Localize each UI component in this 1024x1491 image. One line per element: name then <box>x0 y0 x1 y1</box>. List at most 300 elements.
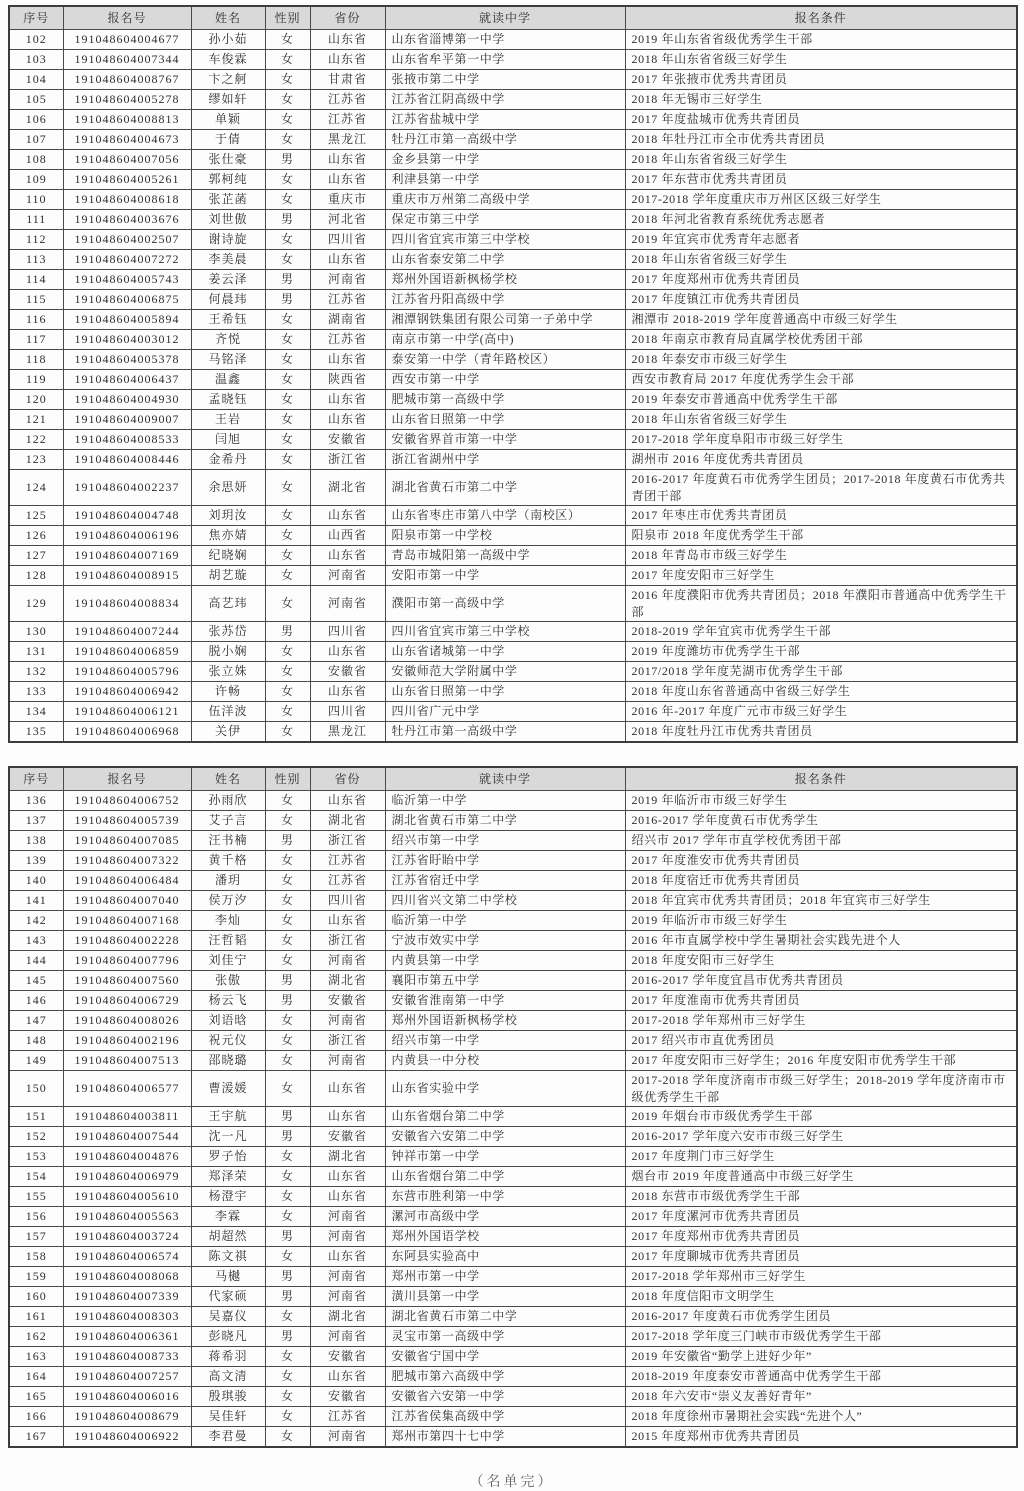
name-cell: 单颖 <box>191 110 265 130</box>
seq-cell: 108 <box>9 150 63 170</box>
regno-cell: 191048604008026 <box>63 1011 191 1031</box>
school-cell: 内黄县一中分校 <box>385 1051 625 1071</box>
province-cell: 浙江省 <box>310 931 385 951</box>
table-row <box>9 270 1017 290</box>
gender-cell: 女 <box>265 50 310 70</box>
seq-cell: 163 <box>9 1347 63 1367</box>
table-row <box>9 50 1017 70</box>
gender-cell: 女 <box>265 1347 310 1367</box>
province-cell: 山东省 <box>310 642 385 662</box>
condition-cell: 2017 年度聊城市优秀共青团员 <box>625 1247 1017 1267</box>
table-row <box>9 330 1017 350</box>
gender-cell: 女 <box>265 702 310 722</box>
regno-cell: 191048604007513 <box>63 1051 191 1071</box>
table-row <box>9 1107 1017 1127</box>
regno-cell: 191048604006875 <box>63 290 191 310</box>
school-cell: 山东省日照第一中学 <box>385 682 625 702</box>
regno-cell: 191048604002196 <box>63 1031 191 1051</box>
school-cell: 浙江省湖州中学 <box>385 450 625 470</box>
gender-cell: 女 <box>265 450 310 470</box>
table-row <box>9 1187 1017 1207</box>
province-cell: 山东省 <box>310 1247 385 1267</box>
condition-cell: 2018 年山东省省级三好学生 <box>625 50 1017 70</box>
province-cell: 湖北省 <box>310 971 385 991</box>
column-header: 性别 <box>265 6 310 30</box>
name-cell: 关伊 <box>191 722 265 743</box>
seq-cell: 131 <box>9 642 63 662</box>
school-cell: 临沂第一中学 <box>385 791 625 811</box>
condition-cell: 2019 年泰安市普通高中优秀学生干部 <box>625 390 1017 410</box>
seq-cell: 109 <box>9 170 63 190</box>
regno-cell: 191048604006979 <box>63 1167 191 1187</box>
table-row <box>9 1051 1017 1071</box>
school-cell: 山东省牟平第一中学 <box>385 50 625 70</box>
condition-cell: 2018 年泰安市市级三好学生 <box>625 350 1017 370</box>
school-cell: 郑州外国语新枫杨学校 <box>385 270 625 290</box>
seq-cell: 121 <box>9 410 63 430</box>
condition-cell: 2018 年山东省省级三好学生 <box>625 410 1017 430</box>
seq-cell: 116 <box>9 310 63 330</box>
gender-cell: 女 <box>265 811 310 831</box>
name-cell: 卞之舸 <box>191 70 265 90</box>
seq-cell: 132 <box>9 662 63 682</box>
regno-cell: 191048604004673 <box>63 130 191 150</box>
condition-cell: 2017 绍兴市市直优秀团员 <box>625 1031 1017 1051</box>
province-cell: 安徽省 <box>310 1127 385 1147</box>
condition-cell: 2018 年度牡丹江市优秀共青团员 <box>625 722 1017 743</box>
gender-cell: 女 <box>265 1187 310 1207</box>
seq-cell: 148 <box>9 1031 63 1051</box>
regno-cell: 191048604007040 <box>63 891 191 911</box>
roster-table-2 <box>8 766 1018 1448</box>
column-header: 报名号 <box>63 767 191 791</box>
gender-cell: 男 <box>265 150 310 170</box>
school-cell: 临沂第一中学 <box>385 911 625 931</box>
name-cell: 邵晓璐 <box>191 1051 265 1071</box>
seq-cell: 161 <box>9 1307 63 1327</box>
table-row <box>9 410 1017 430</box>
name-cell: 纪晓娴 <box>191 546 265 566</box>
gender-cell: 女 <box>265 871 310 891</box>
school-cell: 肥城市第六高级中学 <box>385 1367 625 1387</box>
regno-cell: 191048604006729 <box>63 991 191 1011</box>
seq-cell: 167 <box>9 1427 63 1448</box>
seq-cell: 135 <box>9 722 63 743</box>
table-row <box>9 1127 1017 1147</box>
school-cell: 肥城市第一高级中学 <box>385 390 625 410</box>
table-row <box>9 991 1017 1011</box>
regno-cell: 191048604005563 <box>63 1207 191 1227</box>
condition-cell: 2016 年市直属学校中学生暑期社会实践先进个人 <box>625 931 1017 951</box>
name-cell: 于倩 <box>191 130 265 150</box>
table-row <box>9 470 1017 506</box>
school-cell: 山东省枣庄市第八中学（南校区） <box>385 506 625 526</box>
province-cell: 河南省 <box>310 951 385 971</box>
regno-cell: 191048604006437 <box>63 370 191 390</box>
school-cell: 东营市胜利第一中学 <box>385 1187 625 1207</box>
table-row <box>9 1247 1017 1267</box>
table-row <box>9 1227 1017 1247</box>
province-cell: 山东省 <box>310 1107 385 1127</box>
seq-cell: 147 <box>9 1011 63 1031</box>
gender-cell: 女 <box>265 1247 310 1267</box>
province-cell: 安徽省 <box>310 991 385 1011</box>
province-cell: 江苏省 <box>310 90 385 110</box>
province-cell: 河南省 <box>310 270 385 290</box>
gender-cell: 女 <box>265 1427 310 1448</box>
school-cell: 灵宝市第一高级中学 <box>385 1327 625 1347</box>
regno-cell: 191048604006196 <box>63 526 191 546</box>
column-header: 报名条件 <box>625 767 1017 791</box>
condition-cell: 2017 年张掖市优秀共青团员 <box>625 70 1017 90</box>
name-cell: 王希钰 <box>191 310 265 330</box>
condition-cell: 2018-2019 学年宜宾市优秀学生干部 <box>625 622 1017 642</box>
condition-cell: 2017 年度盐城市优秀共青团员 <box>625 110 1017 130</box>
table-row <box>9 682 1017 702</box>
seq-cell: 110 <box>9 190 63 210</box>
gender-cell: 男 <box>265 1107 310 1127</box>
regno-cell: 191048604008813 <box>63 110 191 130</box>
condition-cell: 2018 年无锡市三好学生 <box>625 90 1017 110</box>
regno-cell: 191048604008533 <box>63 430 191 450</box>
school-cell: 内黄县第一中学 <box>385 951 625 971</box>
school-cell: 东阿县实验高中 <box>385 1247 625 1267</box>
column-header: 就读中学 <box>385 767 625 791</box>
school-cell: 四川省宜宾市第三中学校 <box>385 230 625 250</box>
school-cell: 山东省日照第一中学 <box>385 410 625 430</box>
name-cell: 陈文祺 <box>191 1247 265 1267</box>
province-cell: 安徽省 <box>310 662 385 682</box>
table-row <box>9 350 1017 370</box>
province-cell: 河南省 <box>310 1227 385 1247</box>
seq-cell: 120 <box>9 390 63 410</box>
seq-cell: 123 <box>9 450 63 470</box>
name-cell: 焦亦婧 <box>191 526 265 546</box>
province-cell: 山东省 <box>310 410 385 430</box>
regno-cell: 191048604007257 <box>63 1367 191 1387</box>
condition-cell: 2016-2017 年度黄石市优秀学生团员；2017-2018 年度黄石市优秀共青团干部 <box>625 470 1017 506</box>
school-cell: 湖北省黄石市第二中学 <box>385 811 625 831</box>
seq-cell: 128 <box>9 566 63 586</box>
regno-cell: 191048604005894 <box>63 310 191 330</box>
school-cell: 江苏省丹阳高级中学 <box>385 290 625 310</box>
condition-cell: 2019 年烟台市市级优秀学生干部 <box>625 1107 1017 1127</box>
name-cell: 王岩 <box>191 410 265 430</box>
gender-cell: 女 <box>265 1167 310 1187</box>
column-header: 报名号 <box>63 6 191 30</box>
gender-cell: 女 <box>265 1307 310 1327</box>
gender-cell: 女 <box>265 931 310 951</box>
regno-cell: 191048604006968 <box>63 722 191 743</box>
seq-cell: 102 <box>9 30 63 50</box>
table-row <box>9 851 1017 871</box>
name-cell: 罗子怡 <box>191 1147 265 1167</box>
name-cell: 曹湲媛 <box>191 1071 265 1107</box>
province-cell: 山东省 <box>310 911 385 931</box>
gender-cell: 女 <box>265 1071 310 1107</box>
gender-cell: 女 <box>265 526 310 546</box>
seq-cell: 154 <box>9 1167 63 1187</box>
name-cell: 艾子言 <box>191 811 265 831</box>
condition-cell: 2018 年南京市教育局直属学校优秀团干部 <box>625 330 1017 350</box>
gender-cell: 女 <box>265 911 310 931</box>
seq-cell: 104 <box>9 70 63 90</box>
gender-cell: 女 <box>265 190 310 210</box>
seq-cell: 158 <box>9 1247 63 1267</box>
table-row <box>9 1327 1017 1347</box>
regno-cell: 191048604007339 <box>63 1287 191 1307</box>
province-cell: 河南省 <box>310 1267 385 1287</box>
table-row <box>9 791 1017 811</box>
seq-cell: 139 <box>9 851 63 871</box>
gender-cell: 女 <box>265 170 310 190</box>
condition-cell: 阳泉市 2018 年度优秀学生干部 <box>625 526 1017 546</box>
column-header: 姓名 <box>191 6 265 30</box>
gender-cell: 男 <box>265 1267 310 1287</box>
school-cell: 江苏省宿迁中学 <box>385 871 625 891</box>
province-cell: 浙江省 <box>310 831 385 851</box>
column-header: 序号 <box>9 767 63 791</box>
seq-cell: 105 <box>9 90 63 110</box>
province-cell: 山东省 <box>310 506 385 526</box>
table-row <box>9 130 1017 150</box>
condition-cell: 2018 年青岛市市级三好学生 <box>625 546 1017 566</box>
name-cell: 王宇航 <box>191 1107 265 1127</box>
table-row <box>9 190 1017 210</box>
table-row <box>9 911 1017 931</box>
province-cell: 湖北省 <box>310 470 385 506</box>
seq-cell: 156 <box>9 1207 63 1227</box>
regno-cell: 191048604003724 <box>63 1227 191 1247</box>
school-cell: 安徽省界首市第一中学 <box>385 430 625 450</box>
gender-cell: 男 <box>265 991 310 1011</box>
table-row <box>9 702 1017 722</box>
school-cell: 安徽师范大学附属中学 <box>385 662 625 682</box>
condition-cell: 2017 年度安阳市三好学生 <box>625 566 1017 586</box>
table-row <box>9 230 1017 250</box>
school-cell: 宁波市效实中学 <box>385 931 625 951</box>
table-row <box>9 722 1017 743</box>
seq-cell: 142 <box>9 911 63 931</box>
condition-cell: 2017 年度镇江市优秀共青团员 <box>625 290 1017 310</box>
gender-cell: 女 <box>265 310 310 330</box>
regno-cell: 191048604008303 <box>63 1307 191 1327</box>
table-row <box>9 931 1017 951</box>
table-row <box>9 586 1017 622</box>
school-cell: 湖北省黄石市第二中学 <box>385 1307 625 1327</box>
regno-cell: 191048604007168 <box>63 911 191 931</box>
seq-cell: 149 <box>9 1051 63 1071</box>
seq-cell: 137 <box>9 811 63 831</box>
province-cell: 江苏省 <box>310 1407 385 1427</box>
province-cell: 山东省 <box>310 682 385 702</box>
province-cell: 河北省 <box>310 210 385 230</box>
name-cell: 马铭泽 <box>191 350 265 370</box>
table-row <box>9 1071 1017 1107</box>
regno-cell: 191048604009007 <box>63 410 191 430</box>
table-row <box>9 662 1017 682</box>
gender-cell: 女 <box>265 891 310 911</box>
regno-cell: 191048604008618 <box>63 190 191 210</box>
table-row <box>9 1207 1017 1227</box>
seq-cell: 127 <box>9 546 63 566</box>
condition-cell: 2018 东营市市级优秀学生干部 <box>625 1187 1017 1207</box>
condition-cell: 2017 年度郑州市优秀共青团员 <box>625 1227 1017 1247</box>
school-cell: 青岛市城阳第一高级中学 <box>385 546 625 566</box>
regno-cell: 191048604008733 <box>63 1347 191 1367</box>
gender-cell: 女 <box>265 1011 310 1031</box>
province-cell: 四川省 <box>310 622 385 642</box>
name-cell: 彭晓凡 <box>191 1327 265 1347</box>
name-cell: 吴佳轩 <box>191 1407 265 1427</box>
school-cell: 金乡县第一中学 <box>385 150 625 170</box>
name-cell: 杨云飞 <box>191 991 265 1011</box>
school-cell: 江苏省盐城中学 <box>385 110 625 130</box>
seq-cell: 140 <box>9 871 63 891</box>
province-cell: 河南省 <box>310 566 385 586</box>
province-cell: 安徽省 <box>310 1387 385 1407</box>
condition-cell: 2016-2017 学年度六安市市级三好学生 <box>625 1127 1017 1147</box>
province-cell: 河南省 <box>310 1287 385 1307</box>
condition-cell: 绍兴市 2017 学年市直学校优秀团干部 <box>625 831 1017 851</box>
condition-cell: 2019 年临沂市市级三好学生 <box>625 911 1017 931</box>
table-row <box>9 1031 1017 1051</box>
school-cell: 南京市第一中学(高中) <box>385 330 625 350</box>
condition-cell: 湖州市 2016 年度优秀共青团员 <box>625 450 1017 470</box>
school-cell: 潢川县第一中学 <box>385 1287 625 1307</box>
gender-cell: 女 <box>265 470 310 506</box>
name-cell: 刘语晗 <box>191 1011 265 1031</box>
condition-cell: 湘潭市 2018-2019 学年度普通高中市级三好学生 <box>625 310 1017 330</box>
gender-cell: 女 <box>265 430 310 450</box>
regno-cell: 191048604005610 <box>63 1187 191 1207</box>
name-cell: 沈一凡 <box>191 1127 265 1147</box>
school-cell: 泰安第一中学（青年路校区） <box>385 350 625 370</box>
regno-cell: 191048604007796 <box>63 951 191 971</box>
name-cell: 郭柯纯 <box>191 170 265 190</box>
seq-cell: 146 <box>9 991 63 1011</box>
regno-cell: 191048604008915 <box>63 566 191 586</box>
province-cell: 山西省 <box>310 526 385 546</box>
name-cell: 代家硕 <box>191 1287 265 1307</box>
province-cell: 山东省 <box>310 250 385 270</box>
province-cell: 山东省 <box>310 1367 385 1387</box>
school-cell: 钟祥市第一中学 <box>385 1147 625 1167</box>
table-row <box>9 210 1017 230</box>
name-cell: 许畅 <box>191 682 265 702</box>
condition-cell: 2017-2018 学年度重庆市万州区区级三好学生 <box>625 190 1017 210</box>
regno-cell: 191048604007544 <box>63 1127 191 1147</box>
province-cell: 山东省 <box>310 791 385 811</box>
seq-cell: 125 <box>9 506 63 526</box>
name-cell: 脱小娴 <box>191 642 265 662</box>
regno-cell: 191048604002507 <box>63 230 191 250</box>
seq-cell: 141 <box>9 891 63 911</box>
table-row <box>9 1287 1017 1307</box>
table-row <box>9 70 1017 90</box>
school-cell: 西安市第一中学 <box>385 370 625 390</box>
regno-cell: 191048604005378 <box>63 350 191 370</box>
province-cell: 陕西省 <box>310 370 385 390</box>
regno-cell: 191048604007344 <box>63 50 191 70</box>
name-cell: 张芷菡 <box>191 190 265 210</box>
regno-cell: 191048604007169 <box>63 546 191 566</box>
condition-cell: 2019 年安徽省“勤学上进好少年” <box>625 1347 1017 1367</box>
table-row <box>9 506 1017 526</box>
province-cell: 黑龙江 <box>310 130 385 150</box>
seq-cell: 112 <box>9 230 63 250</box>
seq-cell: 166 <box>9 1407 63 1427</box>
table-row <box>9 390 1017 410</box>
name-cell: 伍洋波 <box>191 702 265 722</box>
gender-cell: 女 <box>265 791 310 811</box>
seq-cell: 144 <box>9 951 63 971</box>
regno-cell: 191048604007244 <box>63 622 191 642</box>
name-cell: 侯万汐 <box>191 891 265 911</box>
regno-cell: 191048604008767 <box>63 70 191 90</box>
condition-cell: 2017-2018 学年度三门峡市市级优秀学生干部 <box>625 1327 1017 1347</box>
column-header: 序号 <box>9 6 63 30</box>
school-cell: 山东省实验中学 <box>385 1071 625 1107</box>
table-row <box>9 450 1017 470</box>
table-row <box>9 1011 1017 1031</box>
seq-cell: 126 <box>9 526 63 546</box>
regno-cell: 191048604008446 <box>63 450 191 470</box>
regno-cell: 191048604006574 <box>63 1247 191 1267</box>
regno-cell: 191048604005796 <box>63 662 191 682</box>
condition-cell: 2017 年度漯河市优秀共青团员 <box>625 1207 1017 1227</box>
seq-cell: 103 <box>9 50 63 70</box>
condition-cell: 2018-2019 年度泰安市普通高中优秀学生干部 <box>625 1367 1017 1387</box>
province-cell: 四川省 <box>310 230 385 250</box>
school-cell: 郑州市第四十七中学 <box>385 1427 625 1448</box>
seq-cell: 124 <box>9 470 63 506</box>
gender-cell: 女 <box>265 90 310 110</box>
school-cell: 襄阳市第五中学 <box>385 971 625 991</box>
school-cell: 绍兴市第一中学 <box>385 831 625 851</box>
school-cell: 山东省泰安第二中学 <box>385 250 625 270</box>
table-row <box>9 90 1017 110</box>
name-cell: 高艺玮 <box>191 586 265 622</box>
school-cell: 安徽省六安第一中学 <box>385 1387 625 1407</box>
gender-cell: 女 <box>265 506 310 526</box>
regno-cell: 191048604006922 <box>63 1427 191 1448</box>
name-cell: 余思妍 <box>191 470 265 506</box>
condition-cell: 2018 年山东省省级三好学生 <box>625 250 1017 270</box>
province-cell: 重庆市 <box>310 190 385 210</box>
condition-cell: 2017 年度淮南市优秀共青团员 <box>625 991 1017 1011</box>
school-cell: 牡丹江市第一高级中学 <box>385 130 625 150</box>
name-cell: 张苏岱 <box>191 622 265 642</box>
header-row <box>9 6 1017 30</box>
regno-cell: 191048604003676 <box>63 210 191 230</box>
seq-cell: 150 <box>9 1071 63 1107</box>
regno-cell: 191048604004748 <box>63 506 191 526</box>
gender-cell: 男 <box>265 1327 310 1347</box>
province-cell: 河南省 <box>310 1427 385 1448</box>
school-cell: 四川省兴文第二中学校 <box>385 891 625 911</box>
province-cell: 江苏省 <box>310 871 385 891</box>
column-header: 省份 <box>310 767 385 791</box>
condition-cell: 2018 年度安阳市三好学生 <box>625 951 1017 971</box>
name-cell: 汪书楠 <box>191 831 265 851</box>
table-row <box>9 831 1017 851</box>
gender-cell: 女 <box>265 410 310 430</box>
province-cell: 山东省 <box>310 1167 385 1187</box>
gender-cell: 男 <box>265 831 310 851</box>
seq-cell: 145 <box>9 971 63 991</box>
seq-cell: 111 <box>9 210 63 230</box>
